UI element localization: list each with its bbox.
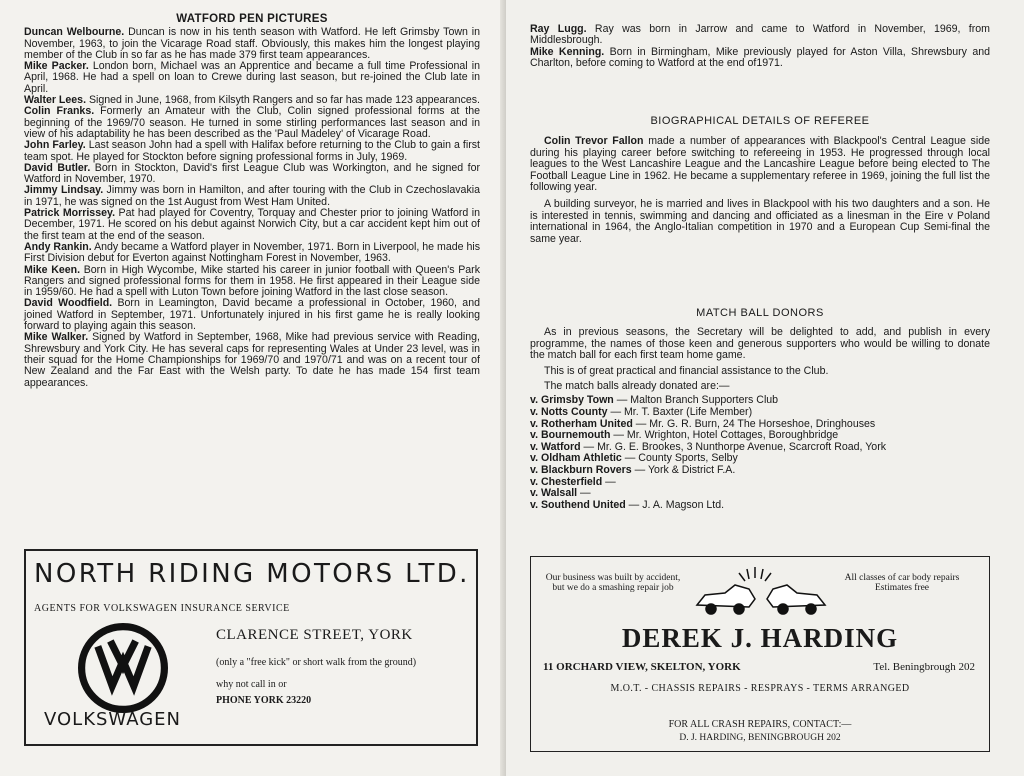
donor-name: — County Sports, Selby (621, 452, 738, 465)
referee-title: BIOGRAPHICAL DETAILS OF REFEREE (650, 115, 870, 127)
ad-phone: PHONE YORK 23220 (216, 695, 312, 706)
ad-contact: D. J. HARDING, BENINGBROUGH 202 (679, 733, 841, 743)
left-page (0, 0, 506, 776)
donor-club: v. Blackburn Rovers (530, 464, 632, 476)
crashed-cars-icon (691, 565, 831, 621)
player-bio (24, 332, 480, 388)
donor-item (530, 477, 990, 489)
donor-name: — Mr. T. Baxter (Life Member) (607, 406, 753, 419)
player-name: Mike Keen. (24, 263, 81, 276)
donor-name: — Mr. G. R. Burn, 24 The Horseshoe, Dringhouses (632, 417, 876, 430)
player-name: Andy Rankin. (24, 240, 92, 253)
ad-business-name: DEREK J. HARDING (621, 623, 899, 653)
player-bio (24, 163, 480, 186)
player-name: Jimmy Lindsay. (24, 184, 104, 197)
player-bio-text: Formerly an Amateur with the Club, Colin signed professional forms at the beginning of the 1969/70 season. He turned in some stirling performances last season and in view of his adaptability he has been described as the 'Paul Madeley' of Vicarage Road. (24, 105, 480, 140)
donor-name: — (602, 475, 616, 488)
player-bio-text: Born in Birmingham, Mike previously played for Aston Villa, Shrewsbury and Charlton, before coming to Watford at the end of1971. (530, 45, 991, 70)
vw-logo-icon (78, 623, 168, 713)
ad-free-kick-line: (only a "free kick" or short walk from the ground) (216, 657, 417, 668)
ad-brand-name: VOLKSWAGEN (44, 709, 182, 730)
pen-pictures-column (24, 14, 480, 389)
player-bio-text: Signed by Watford in September, 1968, Mike had previous service with Reading, Shrewsbury and York City. He has several caps for representing Wales at Under 23 level, was in their squad for the Home Championships for 1969/70 and 1970/71 and was on a recent tour of New Zealand and the Far East with the Welsh party. To date he has made 154 first team appearances. (24, 331, 480, 389)
player-bio (24, 185, 480, 208)
player-bio-text: Born in Stockton, David's first League Club was Workington, and he signed for Watford in November, 1970. (24, 161, 480, 186)
player-name: Duncan Welbourne. (24, 26, 125, 39)
donor-club: v. Southend United (530, 498, 626, 511)
donors-title: MATCH BALL DONORS (696, 307, 824, 319)
ad-call-in-line: why not call in or (216, 679, 287, 690)
donor-name: — Mr. Wrighton, Hotel Cottages, Boroughbridge (610, 429, 839, 442)
donor-name: — York & District F.A. (631, 464, 736, 476)
player-bio-text: Ray was born in Jarrow and came to Watford in November, 1969, from Middlesbrough. (530, 23, 990, 47)
player-bio (24, 140, 480, 163)
referee-name: Colin Trevor Fallon (544, 135, 644, 148)
player-name: David Butler. (24, 161, 91, 174)
player-bio-text: Signed in June, 1968, from Kilsyth Rangers and so far has made 123 appearances. (86, 94, 480, 107)
donors-section (530, 308, 990, 511)
player-bio (24, 208, 480, 242)
player-name: Colin Franks. (24, 105, 95, 118)
ad-telephone: Tel. Beningbrough 202 (873, 661, 975, 673)
donor-list (530, 395, 990, 511)
player-name: Walter Lees. (24, 94, 87, 107)
donor-club: v. Grimsby Town (530, 394, 614, 407)
referee-paragraph-2: A building surveyor, he is married and lives in Blackpool with his two daughters and a son. He is interested in tennis, swimming and dancing and officiated as a linesman in the Eire v Poland international in 1964, the Anglo-Italian competition in 1970 and a European Cup Semi-final the same year. (530, 198, 990, 245)
player-name: John Farley. (24, 139, 86, 152)
donors-paragraph-2: This is of great practical and financial assistance to the Club. (544, 364, 829, 377)
ad-company-name: NORTH RIDING MOTORS LTD. (34, 559, 470, 589)
donors-paragraph-1: As in previous seasons, the Secretary will be delighted to add, and publish in every programme, the names of those keen and generous supporters who would be willing to donate the match ball for each first team home game. (530, 326, 990, 362)
player-bio (24, 298, 480, 332)
player-name: Patrick Morrissey. (24, 207, 116, 220)
player-bio (24, 242, 480, 265)
pen-pictures-list (24, 27, 480, 389)
player-bio (24, 61, 480, 95)
donor-club: v. Oldham Athletic (530, 452, 622, 465)
donor-club: v. Notts County (530, 406, 608, 419)
ad-tagline-left: Our business was built by accident, but we do a smashing repair job (545, 573, 681, 593)
donor-club: v. Chesterfield (530, 475, 603, 488)
donor-name: — Mr. G. E. Brookes, 3 Nunthorpe Avenue, Scarcroft Road, York (580, 440, 887, 453)
donor-name: — Malton Branch Supporters Club (613, 394, 779, 407)
donor-name: — (577, 487, 591, 500)
ad-crash-repairs-line: FOR ALL CRASH REPAIRS, CONTACT:— (668, 719, 852, 730)
player-bio-text: Jimmy was born in Hamilton, and after touring with the Club in Czechoslavakia in 1971, he was signed on the 1st August from West Ham United. (24, 184, 480, 208)
player-bio (24, 27, 480, 61)
referee-paragraph-1: Colin Trevor Fallon made a number of appearances with Blackpool's Central League side during his playing career before switching to refereeing in 1953. He progressed through local leagues to the West Lancashire League and the Lancashire League before being elected to The Football League Line in 1962. He became a supplementary referee in 1969, joining the full list the following year. (530, 135, 990, 194)
player-bio (24, 265, 480, 299)
player-name: Mike Packer. (24, 60, 89, 73)
player-bio-text: Born in High Wycombe, Mike started his career in junior football with Queen's Park Rangers and signed professional forms for them in 1958. He first appeared in their League side in 1959/60. He had a spell with Luton Town before joining Watford in the last close season. (24, 263, 480, 299)
player-bio (24, 106, 480, 140)
ad-street: CLARENCE STREET, YORK (216, 627, 413, 643)
right-page (506, 0, 1024, 776)
player-bio-text: Pat had played for Coventry, Torquay and Chester prior to joining Watford in December, 1971. He scored on his debut against Norwich City, but a car accident kept him out of the first team at the end of the season. (24, 207, 480, 242)
player-bio-text: Last season John had a spell with Halifax before returning to the Club to gain a first team spot. He played for Stockton before signing professional forms in July, 1969. (24, 139, 480, 163)
player-name: David Woodfield. (24, 297, 113, 310)
player-name: Ray Lugg. (530, 23, 587, 35)
player-bio-text: Andy became a Watford player in November, 1971. Born in Liverpool, he made his First Division debut for Everton against Nottingham Forest in November, 1963. (24, 240, 480, 265)
player-bio (530, 24, 990, 47)
donor-club: v. Walsall (530, 487, 578, 500)
donors-paragraph-3: The match balls already donated are:— (544, 380, 730, 393)
player-bio (530, 47, 990, 70)
player-bio-text: London born, Michael was an Apprentice and became a full time Professional in April, 1968. He had a spell on loan to Crewe during last season, but re-joined the Club late in April. (24, 60, 480, 95)
referee-section (530, 116, 990, 245)
pen-pictures-title: WATFORD PEN PICTURES (176, 13, 328, 25)
ad-agents-line: AGENTS FOR VOLKSWAGEN INSURANCE SERVICE (34, 603, 290, 614)
derek-harding-ad (530, 556, 990, 752)
ad-tagline-right: All classes of car body repairs Estimates free (844, 573, 960, 593)
donor-name: — J. A. Magson Ltd. (625, 498, 725, 511)
ad-address: 11 ORCHARD VIEW, SKELTON, YORK (543, 661, 741, 673)
player-bio-text: Duncan is now in his tenth season with Watford. He left Grimsby Town in November, 1963, to join the Vicarage Road staff. Obviously, this makes him the longest playing member of the Club in so far as he has made 379 first team appearances. (24, 26, 480, 61)
donor-club: v. Watford (530, 440, 581, 453)
player-name: Mike Kenning. (530, 45, 605, 58)
player-name: Mike Walker. (24, 331, 89, 344)
donor-club: v. Bournemouth (530, 429, 611, 442)
north-riding-motors-ad (24, 549, 478, 746)
player-bio-text: Born in Leamington, David became a professional in October, 1960, and joined Watford in September, 1971. Unfortunately injured in his first game he is really looking forward to playing again this season. (24, 297, 480, 333)
ad-services: M.O.T. - CHASSIS REPAIRS - RESPRAYS - TERMS ARRANGED (610, 683, 910, 694)
donor-club: v. Rotherham United (530, 417, 633, 430)
donor-item (530, 500, 990, 512)
right-bios (530, 24, 990, 70)
